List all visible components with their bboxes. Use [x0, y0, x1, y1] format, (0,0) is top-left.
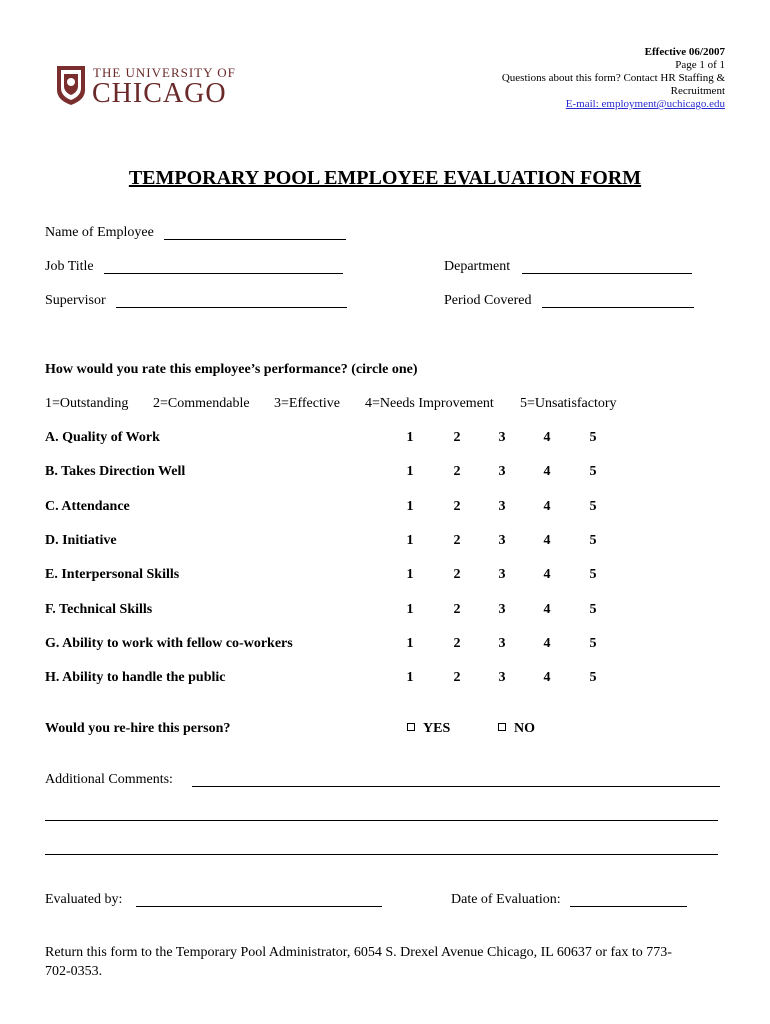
rating-option-3[interactable]: 3	[498, 464, 506, 480]
rating-option-2[interactable]: 2	[453, 567, 461, 583]
rating-item-label: E. Interpersonal Skills	[45, 567, 180, 583]
rating-item-label: F. Technical Skills	[45, 601, 153, 617]
contact-email-link[interactable]: E-mail: employment@uchicago.edu	[565, 98, 725, 110]
supervisor-field[interactable]	[116, 307, 347, 308]
rating-option-5[interactable]: 5	[589, 635, 597, 651]
job-title-label: Job Title	[45, 259, 94, 274]
no-checkbox[interactable]	[498, 723, 506, 731]
return-instructions-line-2: 702-0353.	[45, 964, 103, 979]
comments-line-3[interactable]	[45, 854, 718, 855]
form-title: TEMPORARY POOL EMPLOYEE EVALUATION FORM	[128, 167, 642, 189]
rating-option-4[interactable]: 4	[543, 635, 551, 651]
rating-option-3[interactable]: 3	[498, 532, 506, 548]
rating-option-2[interactable]: 2	[453, 532, 461, 548]
contact-line: Questions about this form? Contact HR Staffing &	[501, 72, 725, 84]
rating-row-handles-public	[45, 670, 745, 688]
rating-option-4[interactable]: 4	[543, 601, 551, 617]
rehire-question: Would you re-hire this person?	[45, 721, 231, 736]
employee-name-field[interactable]	[164, 239, 346, 240]
rating-item-label: D. Initiative	[45, 532, 117, 548]
scale-unsatisfactory: 5=Unsatisfactory	[520, 396, 617, 411]
effective-date: Effective 06/2007	[644, 46, 725, 58]
no-label: NO	[514, 721, 535, 736]
job-title-field[interactable]	[104, 273, 343, 274]
scale-effective: 3=Effective	[274, 396, 340, 411]
rating-option-2[interactable]: 2	[453, 498, 461, 514]
comments-line-2[interactable]	[45, 820, 718, 821]
rating-option-1[interactable]: 1	[406, 635, 414, 651]
rating-row-interpersonal-skills	[45, 567, 745, 585]
rating-row-attendance	[45, 499, 745, 517]
comments-line-1[interactable]	[192, 786, 720, 787]
rehire-no-option[interactable]	[498, 721, 535, 737]
evaluated-by-field[interactable]	[136, 906, 382, 907]
rating-option-3[interactable]: 3	[498, 670, 506, 686]
evaluated-by-label: Evaluated by:	[45, 892, 123, 907]
rating-option-1[interactable]: 1	[406, 601, 414, 617]
form-info-block	[502, 46, 725, 111]
rating-row-technical-skills	[45, 602, 745, 620]
rating-option-3[interactable]: 3	[498, 498, 506, 514]
rating-option-4[interactable]: 4	[543, 498, 551, 514]
comments-label: Additional Comments:	[45, 772, 173, 787]
rating-item-label: G. Ability to work with fellow co-workers	[45, 635, 293, 651]
rating-option-5[interactable]: 5	[589, 567, 597, 583]
rating-row-quality-of-work	[45, 430, 745, 448]
rating-question: How would you rate this employee’s performance? (circle one)	[45, 362, 418, 377]
page-number: Page 1 of 1	[675, 59, 725, 71]
yes-checkbox[interactable]	[407, 723, 415, 731]
rating-option-3[interactable]: 3	[498, 635, 506, 651]
university-crest-icon	[55, 64, 87, 106]
rating-option-4[interactable]: 4	[543, 567, 551, 583]
rating-option-1[interactable]: 1	[406, 670, 414, 686]
return-instructions-line-1: Return this form to the Temporary Pool Administrator, 6054 S. Drexel Avenue Chicago, IL 60637 or fax to 773-	[45, 945, 672, 960]
rating-option-1[interactable]: 1	[406, 498, 414, 514]
department-label: Department	[444, 259, 511, 274]
employee-name-label: Name of Employee	[45, 225, 154, 240]
yes-label: YES	[423, 721, 451, 736]
rating-option-3[interactable]: 3	[498, 601, 506, 617]
rating-row-takes-direction	[45, 464, 745, 482]
date-of-evaluation-field[interactable]	[570, 906, 687, 907]
date-of-evaluation-label: Date of Evaluation:	[451, 892, 561, 907]
rating-option-2[interactable]: 2	[453, 670, 461, 686]
department-field[interactable]	[522, 273, 692, 274]
rating-option-2[interactable]: 2	[453, 601, 461, 617]
rating-item-label: C. Attendance	[45, 498, 130, 514]
rating-option-1[interactable]: 1	[406, 567, 414, 583]
rating-option-5[interactable]: 5	[589, 498, 597, 514]
logo-text-top: THE UNIVERSITY OF	[93, 65, 236, 80]
contact-line-2: Recruitment	[670, 85, 725, 97]
rating-option-1[interactable]: 1	[406, 532, 414, 548]
rating-option-1[interactable]: 1	[406, 464, 414, 480]
rating-option-4[interactable]: 4	[543, 430, 551, 445]
rating-option-3[interactable]: 3	[498, 567, 506, 583]
rating-option-1[interactable]: 1	[406, 430, 414, 445]
rating-option-2[interactable]: 2	[453, 430, 461, 445]
rating-option-5[interactable]: 5	[589, 601, 597, 617]
rating-option-4[interactable]: 4	[543, 532, 551, 548]
period-covered-label: Period Covered	[444, 293, 532, 308]
return-instructions	[45, 943, 672, 981]
rating-row-initiative	[45, 533, 745, 551]
rating-item-label: A. Quality of Work	[45, 430, 160, 445]
period-covered-field[interactable]	[542, 307, 694, 308]
rehire-yes-option[interactable]	[407, 721, 450, 737]
rating-item-label: B. Takes Direction Well	[45, 464, 186, 480]
rating-option-4[interactable]: 4	[543, 670, 551, 686]
rating-option-4[interactable]: 4	[543, 464, 551, 480]
logo-text-main: CHICAGO	[92, 78, 227, 109]
rating-item-label: H. Ability to handle the public	[45, 670, 226, 686]
rating-option-2[interactable]: 2	[453, 464, 461, 480]
university-logo	[55, 64, 250, 109]
rating-option-5[interactable]: 5	[589, 670, 597, 686]
scale-outstanding: 1=Outstanding	[45, 396, 129, 411]
scale-commendable: 2=Commendable	[153, 396, 250, 411]
rating-row-works-with-coworkers	[45, 636, 745, 654]
supervisor-label: Supervisor	[45, 293, 106, 308]
rating-option-5[interactable]: 5	[589, 430, 597, 445]
scale-needs-improvement: 4=Needs Improvement	[365, 396, 494, 411]
rating-option-5[interactable]: 5	[589, 532, 597, 548]
rating-option-3[interactable]: 3	[498, 430, 506, 445]
rating-option-5[interactable]: 5	[589, 464, 597, 480]
rating-option-2[interactable]: 2	[453, 635, 461, 651]
